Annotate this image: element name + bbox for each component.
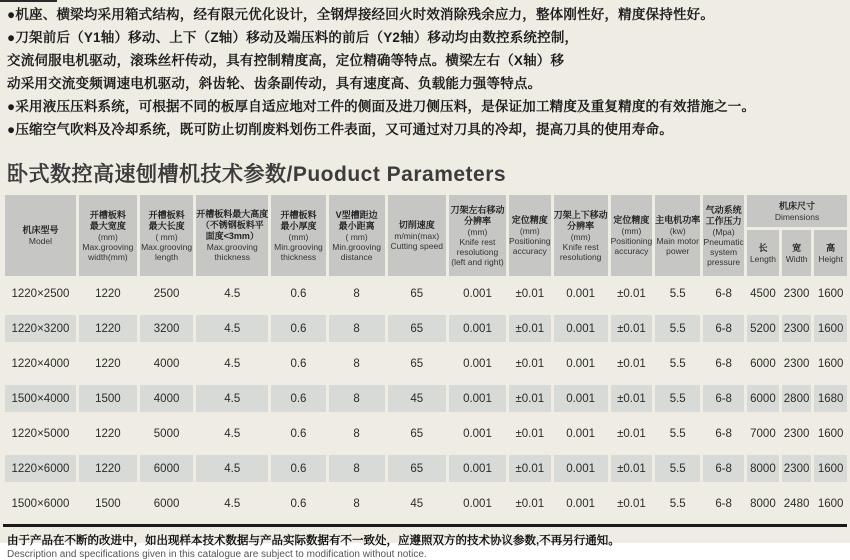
value-cell: 6-8: [703, 311, 744, 346]
column-header-line: 机床型号: [22, 225, 59, 235]
value-cell: 5.5: [669, 427, 686, 440]
column-header-line: thickness: [280, 251, 317, 262]
column-header-line: (left and right): [451, 256, 504, 267]
value-cell: 2800: [782, 381, 811, 416]
model-cell: 1220×3200: [5, 311, 76, 346]
value-cell: ±0.01: [509, 381, 551, 416]
column-header-line: 最小厚度: [280, 220, 317, 231]
table-row: [5, 416, 847, 451]
dimension-sub-header: [782, 230, 811, 276]
column-header-line: Model: [28, 236, 53, 246]
column-header-line: 主电机功率: [655, 215, 701, 225]
column-header: [655, 195, 700, 276]
column-header-line: (kw): [669, 226, 686, 236]
column-header-line: 定位精度: [511, 215, 548, 225]
column-header-line: system: [710, 246, 738, 257]
page-title: 卧式数控高速刨槽机技术参数/Puoduct Parameters: [7, 163, 507, 186]
table-row: [5, 311, 847, 346]
value-cell: 2300: [783, 357, 810, 370]
column-header: [554, 195, 608, 276]
column-header-line: V型槽距边: [335, 209, 378, 220]
value-cell: 1680: [814, 381, 847, 416]
feature-line: ●压缩空气吹料及冷却系统，既可防止切削废料划伤工件表面，又可通过对刀具的冷却，提高刀具的使用寿命。: [7, 122, 673, 137]
value-cell: 4.5: [196, 311, 268, 346]
footnote-en: Description and specifications given in this catalogue are subject to modification without notice.: [7, 549, 427, 560]
column-header-line: 分辨率: [463, 215, 491, 226]
feature-line: ●刀架前后（Y1轴）移动、上下（Z轴）移动及端压料的前后（Y2轴）移动均由数控系统控制，: [7, 30, 579, 45]
value-cell: 8: [353, 427, 360, 440]
value-cell: 0.001: [566, 357, 595, 370]
header-row-main: [5, 195, 847, 230]
value-cell: 0.001: [463, 287, 492, 300]
column-header-line: (mm): [621, 226, 642, 236]
table-row: [5, 451, 847, 486]
column-header-line: Min.grooving: [274, 241, 323, 252]
value-cell: 6000: [153, 497, 180, 510]
column-header-line: (mm): [97, 231, 118, 242]
value-cell: 8: [329, 381, 385, 416]
column-header-line: 最大长度: [148, 220, 185, 231]
table-row: [5, 381, 847, 416]
column-header-line: ( mm): [155, 231, 178, 242]
value-cell: 8: [353, 497, 360, 510]
column-header: [703, 195, 744, 276]
value-cell: 4.5: [196, 381, 268, 416]
value-cell: 1220: [95, 427, 121, 440]
value-cell: 45: [410, 497, 424, 510]
column-header: [140, 195, 193, 276]
value-cell: 65: [410, 427, 424, 440]
dimensions-group-line: 机床尺寸: [779, 200, 816, 211]
value-cell: 6000: [750, 357, 776, 370]
value-cell: 4000: [140, 381, 193, 416]
column-header-line: resolutiong: [559, 251, 602, 262]
value-cell: 1600: [817, 497, 844, 510]
value-cell: ±0.01: [617, 287, 646, 300]
value-cell: 4500: [750, 287, 776, 300]
column-header-line: (mm): [288, 231, 309, 242]
column-header-line: length: [154, 251, 179, 262]
column-header: [449, 195, 506, 276]
value-cell: 45: [388, 381, 446, 416]
dimensions-group-line: Dimensions: [774, 211, 820, 222]
column-header-line: Main motor: [656, 236, 699, 246]
value-cell: 6-8: [703, 381, 744, 416]
footnote-cn: 由于产品在不断的改进中，如出现样本技术数据与产品实际数据有不一致处，应遵照双方的技术协议参数,不再另行通知。: [7, 535, 620, 547]
value-cell: 0.6: [290, 497, 307, 510]
value-cell: 6-8: [715, 427, 732, 440]
value-cell: 0.001: [449, 451, 506, 486]
column-header-line: Max.grooving: [82, 241, 134, 252]
column-header-line: 开槽板料: [89, 209, 126, 220]
value-cell: ±0.01: [611, 451, 653, 486]
top-edge-mark: [0, 0, 57, 2]
column-header: [611, 195, 653, 276]
value-cell: 0.6: [290, 357, 307, 370]
dimension-sub-line: 宽: [792, 242, 802, 253]
value-cell: 65: [410, 357, 424, 370]
value-cell: 5.5: [669, 287, 686, 300]
value-cell: 0.001: [554, 311, 608, 346]
value-cell: 2300: [783, 427, 810, 440]
value-cell: 2300: [783, 287, 810, 300]
value-cell: 4.5: [224, 427, 241, 440]
value-cell: 0.001: [463, 497, 492, 510]
value-cell: 5000: [153, 427, 180, 440]
value-cell: ±0.01: [617, 427, 646, 440]
column-header-line: 开槽板料最大高度: [196, 209, 269, 219]
column-header-line: accuracy: [614, 246, 649, 256]
column-header-line: Min.grooving: [332, 241, 381, 252]
column-header-line: (mm): [570, 231, 591, 242]
table-row: [5, 486, 847, 521]
column-header-line: m/min(max): [394, 231, 440, 241]
value-cell: 1500: [79, 381, 137, 416]
value-cell: 2300: [782, 451, 811, 486]
value-cell: ±0.01: [611, 381, 653, 416]
dimension-sub-line: 长: [758, 242, 768, 253]
value-cell: 8: [353, 357, 360, 370]
column-header-line: Cutting speed: [390, 241, 443, 251]
model-cell: 1220×6000: [5, 451, 76, 486]
column-header-line: Knife rest: [459, 236, 496, 247]
value-cell: 0.6: [290, 287, 307, 300]
value-cell: 4.5: [224, 497, 241, 510]
value-cell: 1220: [95, 357, 121, 370]
value-cell: 1600: [817, 357, 844, 370]
column-header-line: Positioning: [610, 236, 653, 246]
value-cell: ±0.01: [515, 357, 545, 370]
value-cell: ±0.01: [515, 287, 545, 300]
value-cell: 5.5: [655, 381, 700, 416]
column-header-line: (Mpa): [712, 226, 735, 237]
dimension-sub-header: [747, 230, 779, 276]
value-cell: 2480: [783, 497, 810, 510]
value-cell: ±0.01: [515, 427, 545, 440]
value-cell: 0.001: [463, 427, 492, 440]
value-cell: ±0.01: [617, 497, 646, 510]
column-header-line: Pneumatic: [703, 236, 744, 247]
value-cell: 0.001: [554, 381, 608, 416]
column-header: [509, 195, 551, 276]
value-cell: 0.001: [463, 357, 492, 370]
value-cell: 1220: [95, 287, 121, 300]
value-cell: 0.001: [554, 451, 608, 486]
value-cell: 2300: [782, 311, 811, 346]
value-cell: 8000: [750, 497, 776, 510]
value-cell: 0.001: [566, 287, 595, 300]
value-cell: 0.001: [566, 497, 595, 510]
column-header: [5, 195, 76, 276]
value-cell: 5200: [747, 311, 779, 346]
value-cell: 1500: [95, 497, 121, 510]
value-cell: 1600: [817, 287, 844, 300]
value-cell: 0.001: [566, 427, 595, 440]
column-header-line: power: [666, 246, 690, 256]
dimensions-group-header: [747, 195, 847, 230]
column-header: [196, 195, 268, 276]
value-cell: ±0.01: [611, 311, 653, 346]
value-cell: 5.5: [655, 451, 700, 486]
column-header: [388, 195, 446, 276]
value-cell: 8: [329, 451, 385, 486]
column-header-line: (mm): [519, 226, 540, 236]
column-header: [329, 195, 385, 276]
column-header-line: distance: [340, 251, 373, 262]
value-cell: 8: [329, 311, 385, 346]
value-cell: 5.5: [655, 311, 700, 346]
column-header-line: 最大宽度: [89, 220, 126, 231]
model-cell: 1500×6000: [11, 497, 70, 510]
column-header-line: width(mm): [88, 251, 128, 262]
divider-rule: [3, 524, 847, 527]
column-header-line: 切削速度: [398, 220, 435, 230]
feature-line: ●采用液压压料系统，可根据不同的板厚自适应地对工件的侧面及进刀侧压料，是保证加工精度及重复精度的有效措施之一。: [7, 99, 756, 114]
column-header-line: accuracy: [512, 246, 547, 256]
value-cell: 1600: [814, 451, 847, 486]
table-body: [5, 276, 847, 521]
value-cell: ±0.01: [617, 357, 646, 370]
column-header-line: 工作压力: [705, 215, 742, 226]
table-row: [5, 276, 847, 311]
column-header-line: ( mm): [345, 231, 368, 242]
value-cell: 6000: [140, 451, 193, 486]
value-cell: 0.6: [290, 427, 307, 440]
dimension-sub-line: 高: [826, 242, 836, 253]
column-header: [79, 195, 137, 276]
value-cell: ±0.01: [509, 451, 551, 486]
value-cell: 6-8: [715, 357, 732, 370]
column-header-line: 刀架左右移动: [450, 204, 505, 215]
model-cell: 1500×4000: [5, 381, 76, 416]
column-header-line: Max.grooving: [206, 242, 258, 252]
column-header-line: 面度<3mm）: [205, 231, 259, 241]
value-cell: 65: [388, 451, 446, 486]
column-header-line: 最小距离: [338, 220, 375, 231]
value-cell: 4000: [153, 357, 180, 370]
column-header-line: Knife rest: [562, 241, 599, 252]
value-cell: 1220: [79, 311, 137, 346]
model-cell: 1220×4000: [11, 357, 70, 370]
column-header-line: 定位精度: [613, 215, 650, 225]
value-cell: 6-8: [715, 497, 732, 510]
table-header: [5, 195, 847, 276]
column-header-line: 开槽板料: [148, 209, 185, 220]
column-header-line: pressure: [707, 256, 741, 267]
intro-features: [0, 0, 850, 141]
column-header-line: 分辨率: [567, 220, 595, 231]
value-cell: 0.001: [449, 311, 506, 346]
value-cell: 0.001: [449, 381, 506, 416]
dimension-sub-line: Length: [749, 253, 776, 264]
column-header: [271, 195, 325, 276]
column-header-line: (mm): [467, 226, 488, 237]
column-header-line: 刀架上下移动: [553, 209, 608, 220]
value-cell: 65: [410, 287, 424, 300]
value-cell: 8: [353, 287, 360, 300]
dimension-sub-line: Width: [785, 253, 808, 264]
value-cell: 5.5: [669, 357, 686, 370]
model-cell: 1220×5000: [11, 427, 70, 440]
column-header-line: resolutiong: [456, 246, 499, 257]
column-header-line: thickness: [214, 252, 250, 262]
value-cell: 6-8: [715, 287, 732, 300]
parameters-table: [2, 195, 850, 521]
value-cell: 1220: [79, 451, 137, 486]
value-cell: 65: [388, 311, 446, 346]
value-cell: 7000: [750, 427, 776, 440]
value-cell: 0.6: [271, 381, 325, 416]
column-header-line: Max.grooving: [141, 241, 193, 252]
value-cell: 4.5: [196, 451, 268, 486]
value-cell: 4.5: [224, 357, 241, 370]
value-cell: ±0.01: [515, 497, 545, 510]
value-cell: 1600: [817, 427, 844, 440]
value-cell: ±0.01: [509, 311, 551, 346]
column-header-line: 气动系统: [705, 204, 742, 215]
column-header-line: Positioning: [509, 236, 551, 246]
value-cell: 2500: [153, 287, 180, 300]
value-cell: 5.5: [669, 497, 686, 510]
value-cell: 0.6: [271, 451, 325, 486]
feature-line: ●机座、横梁均采用箱式结构，经有限元优化设计，全钢焊接经回火时效消除残余应力，整体刚性好，精度保持性好。: [7, 7, 715, 22]
value-cell: 4.5: [224, 287, 241, 300]
feature-line: 交流伺服电机驱动，滚珠丝杆传动，具有控制精度高，定位精确等特点。横梁左右（X轴）移: [7, 53, 565, 68]
table-row: [5, 346, 847, 381]
feature-line: 动采用交流变频调速电机驱动，斜齿轮、齿条副传动，具有速度高、负载能力强等特点。: [7, 76, 542, 91]
dimension-sub-line: Height: [818, 253, 843, 264]
model-cell: 1220×2500: [11, 287, 70, 300]
dimension-sub-header: [814, 230, 847, 276]
column-header-line: 开槽板料: [280, 209, 317, 220]
value-cell: 1600: [814, 311, 847, 346]
value-cell: 8000: [747, 451, 779, 486]
column-header-line: （不锈钢板料平: [200, 220, 264, 230]
value-cell: 0.6: [271, 311, 325, 346]
value-cell: 6-8: [703, 451, 744, 486]
value-cell: 6000: [747, 381, 779, 416]
value-cell: 3200: [140, 311, 193, 346]
